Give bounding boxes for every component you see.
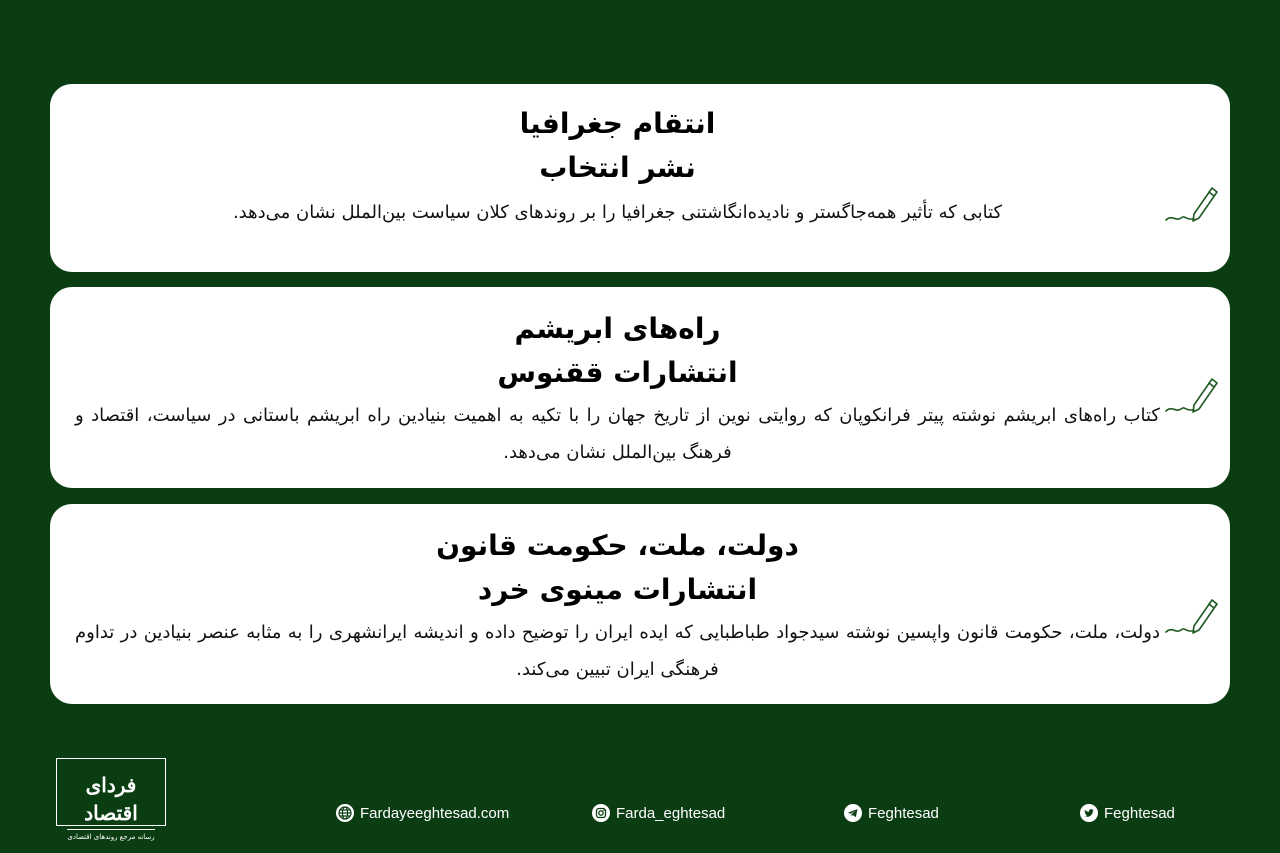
book-card-content	[75, 524, 1160, 704]
logo-text: فردای اقتصاد	[84, 773, 138, 825]
instagram-icon	[592, 804, 610, 822]
pen-icon	[1164, 369, 1218, 417]
instagram-label: Farda_eghtesad	[616, 804, 726, 822]
twitter-label: Feghtesad	[1104, 804, 1175, 822]
logo-tagline: رسانه مرجع روندهای اقتصادی	[67, 829, 155, 842]
book-publisher: نشر انتخاب	[539, 151, 696, 184]
pen-icon	[1164, 178, 1218, 226]
telegram-link[interactable]	[844, 801, 939, 825]
twitter-icon	[1080, 804, 1098, 822]
book-publisher: انتشارات مینوی خرد	[477, 573, 758, 606]
instagram-link[interactable]	[592, 801, 725, 825]
book-card-content	[75, 307, 1160, 488]
book-card-1	[50, 84, 1230, 272]
book-title: انتقام جغرافیا	[519, 107, 716, 140]
book-description: کتاب راه‌های ابریشم نوشته پیتر فرانکوپان که روایتی نوین از تاریخ جهان را با تکیه به اهمیت بنیادین راه ابریشم باستانی در سیاست، اقتصاد و فرهنگ بین‌الملل نشان می‌دهد.	[75, 405, 1160, 463]
book-card-2	[50, 287, 1230, 488]
book-description: کتابی که تأثیر همه‌جاگستر و نادیده‌انگاشتنی جغرافیا را بر روندهای کلان سیاست بین‌الملل نشان می‌دهد.	[232, 202, 1003, 223]
book-card-3	[50, 504, 1230, 704]
telegram-label: Feghtesad	[868, 804, 939, 822]
book-publisher: انتشارات ققنوس	[497, 356, 738, 389]
book-title: دولت، ملت، حکومت قانون	[436, 529, 799, 562]
brand-logo	[56, 758, 166, 841]
telegram-icon	[844, 804, 862, 822]
pen-icon	[1164, 590, 1218, 638]
book-title: راه‌های ابریشم	[514, 312, 721, 345]
website-link[interactable]	[336, 801, 509, 825]
globe-icon	[336, 804, 354, 822]
book-description: دولت، ملت، حکومت قانون واپسین نوشته سیدجواد طباطبایی که ایده ایران را توضیح داده و اندیشه ایرانشهری را به مثابه عنصر بنیادین در تداوم فرهنگی ایران تبیین می‌کند.	[75, 622, 1160, 680]
twitter-link[interactable]	[1080, 801, 1175, 825]
book-card-content	[75, 102, 1160, 272]
website-label: Fardayeeghtesad.com	[360, 804, 510, 822]
